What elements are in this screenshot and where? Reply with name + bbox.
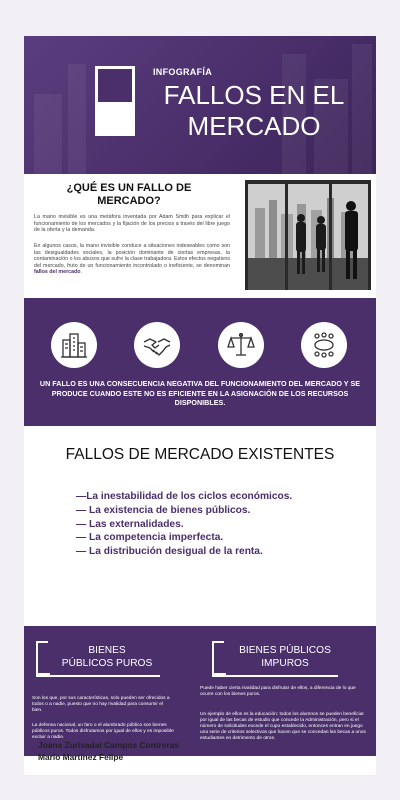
failures-list xyxy=(76,490,292,559)
meeting-table-icon xyxy=(301,322,347,368)
buildings-icon xyxy=(51,322,97,368)
impure-goods-text-1: Puede haber cierta rivalidad para disfrutar de ellos, a diferencia de lo que ocurre con los bienes puros. xyxy=(200,686,356,697)
definition-paragraph-2 xyxy=(34,243,230,276)
impure-goods-title xyxy=(230,644,340,670)
list-item: — La existencia de bienes públicos. xyxy=(76,504,251,516)
authors xyxy=(38,739,179,763)
impure-goods-title-line2: IMPUROS xyxy=(261,658,309,669)
definition-section xyxy=(24,174,376,298)
bracket-mark xyxy=(212,641,224,677)
balance-scale-icon xyxy=(218,322,264,368)
impure-goods-title-line1: BIENES PÚBLICOS xyxy=(239,645,331,656)
header-kicker: INFOGRAFÍA xyxy=(153,67,212,77)
author-1: Joana Zurisadai Campos Contreras xyxy=(38,740,180,750)
list-item: — La distribución desigual de la renta. xyxy=(76,546,263,558)
impure-goods-text-2: Un ejemplo de ellos es la educación: todos los alumnos se pueden beneficiar por igual de las becas de estudio que concede la Administración, pero si el número de solicitudes excede el cupo establecido, entonces entran en juego una serie de criterios selectivos que hacen que se concedan las becas a unos estudiantes en detrimento de otros. xyxy=(200,712,366,741)
bracket-mark xyxy=(36,641,48,677)
pure-goods-title-line1: BIENES xyxy=(88,645,126,656)
bg-building xyxy=(34,94,62,174)
office-window-photo xyxy=(243,178,373,292)
existing-failures-heading: FALLOS DE MERCADO EXISTENTES xyxy=(65,446,335,463)
office-window-photo-art xyxy=(245,180,371,290)
definition-paragraph-2-end: . xyxy=(80,269,82,276)
market-failures-link[interactable]: fallos del mercado xyxy=(34,269,81,276)
pure-goods-underline xyxy=(48,675,160,677)
pure-goods-text-2: La defensa nacional, un faro o el alumbrado público son bienes públicos puros. Todos disfrutamos por igual de ellos y es imposible excluir a nadie. xyxy=(32,723,174,740)
handshake-icon xyxy=(134,322,180,368)
definition-statement: UN FALLO ES UNA CONSECUENCIA NEGATIVA DEL FUNCIONAMIENTO DEL MERCADO Y SE PRODUCE CUANDO ESTE NO ES EFICIENTE EN LA ASIGNACIÓN DE LOS RECURSOS DISPONIBLES. xyxy=(39,379,361,407)
definition-paragraph-2-text: En algunos casos, la mano invisible conduce a situaciones indeseables como son las desigualdades sociales, la posición dominante de ciertas empresas, la contaminación o los abusos que sufre la clase trabajadora. Estos efectos negativos del mercado, fruto de un funcionamiento incontrolado o ineficiente, se denominan xyxy=(34,243,230,269)
page-title: FALLOS EN EL MERCADO xyxy=(163,80,345,141)
existing-failures-section xyxy=(24,426,376,626)
bg-building xyxy=(68,64,86,174)
list-item: — La competencia imperfecta. xyxy=(76,532,224,544)
pure-goods-title xyxy=(52,644,162,670)
infographic-card xyxy=(24,36,376,775)
definition-heading: ¿QUÉ ES UN FALLO DE MERCADO? xyxy=(66,182,192,207)
public-goods-section xyxy=(24,626,376,756)
infographic-logo xyxy=(95,66,135,136)
header-banner xyxy=(24,36,376,174)
pure-goods-text-1: Son los que, por sus características, solo pueden ser ofrecidos a todos o a nadie, puesto que no hay rivalidad para consumir el bien. xyxy=(32,696,170,713)
list-item: —La inestabilidad de los ciclos económicos. xyxy=(76,491,293,502)
impure-goods-underline xyxy=(226,675,338,677)
definition-paragraph-1: La mano invisible es una metáfora inventada por Adam Smith para explicar el funcionamiento de los mercados y la fijación de los precios a través del libre juego de la oferta y la demanda. xyxy=(34,214,230,234)
icon-band xyxy=(24,298,376,426)
pure-goods-title-line2: PÚBLICOS PUROS xyxy=(61,658,153,669)
author-2: Mario Martínez Felipe xyxy=(38,752,124,762)
list-item: — Las externalidades. xyxy=(76,518,184,530)
